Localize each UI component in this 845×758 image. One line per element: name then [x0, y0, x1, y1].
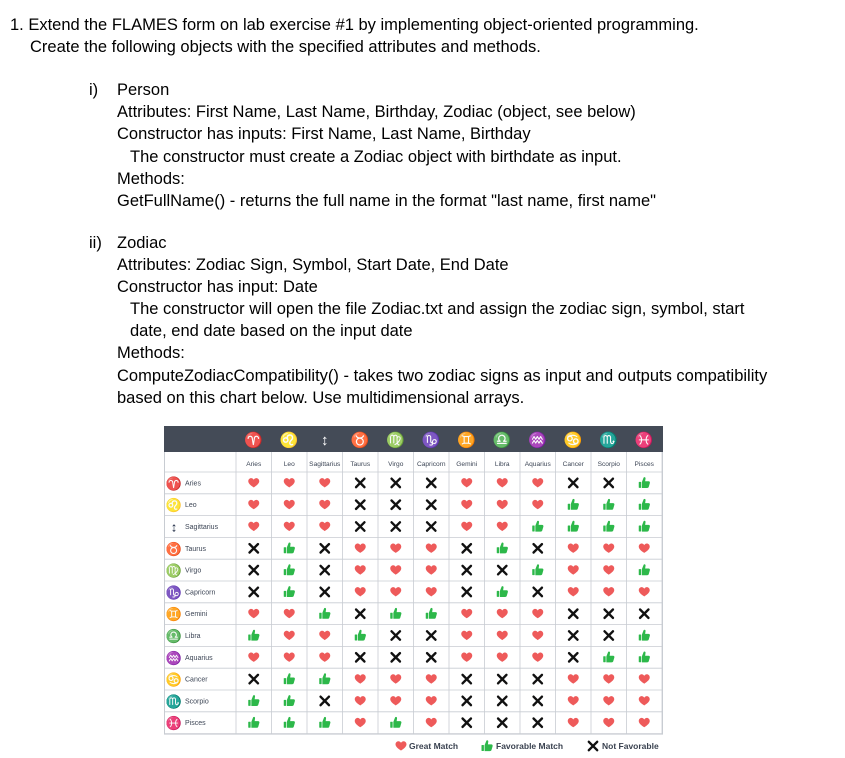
column-symbol-sagittarius: ↕	[321, 432, 329, 449]
legend-thumbs-up-icon	[482, 740, 493, 751]
row-symbol-aquarius: ♒	[165, 650, 183, 666]
row-symbol-pisces: ♓	[165, 715, 183, 731]
row-name-scorpio: Scorpio	[185, 698, 209, 706]
zodiac-constructor-note-2: date, end date based on the input date	[130, 322, 413, 340]
column-symbol-aquarius: ♒	[528, 432, 548, 449]
column-symbol-libra: ♎	[492, 432, 512, 449]
person-method-getfullname: GetFullName() - returns the full name in the format "last name, first name"	[117, 192, 656, 210]
row-name-pisces: Pisces	[185, 720, 206, 728]
row-name-aquarius: Aquarius	[185, 654, 213, 662]
person-heading: Person	[117, 81, 170, 99]
column-name-cancer: Cancer	[562, 461, 584, 468]
column-name-sagittarius: Sagittarius	[309, 461, 341, 468]
person-attributes: Attributes: First Name, Last Name, Birthday, Zodiac (object, see below)	[117, 103, 636, 121]
legend-cross-icon	[589, 742, 597, 750]
row-symbol-leo: ♌	[165, 497, 183, 513]
column-name-virgo: Virgo	[388, 461, 404, 468]
zodiac-attributes: Attributes: Zodiac Sign, Symbol, Start Date, End Date	[117, 256, 509, 274]
column-name-leo: Leo	[283, 461, 295, 468]
chart-header-bar	[164, 426, 663, 452]
zodiac-heading: Zodiac	[117, 234, 167, 252]
row-name-libra: Libra	[185, 633, 201, 640]
column-name-scorpio: Scorpio	[597, 461, 620, 468]
row-name-sagittarius: Sagittarius	[185, 524, 219, 531]
person-constructor: Constructor has inputs: First Name, Last Name, Birthday	[117, 125, 531, 143]
row-symbol-libra: ♎	[165, 628, 183, 644]
legend-label-T: Favorable Match	[496, 741, 564, 751]
row-symbol-gemini: ♊	[165, 606, 183, 622]
row-name-gemini: Gemini	[185, 611, 208, 619]
zodiac-constructor: Constructor has input: Date	[117, 278, 318, 296]
intro-line-1: 1. Extend the FLAMES form on lab exercise #1 by implementing object-oriented programming.	[10, 16, 699, 34]
row-name-capricorn: Capricorn	[185, 589, 216, 597]
column-name-capricorn: Capricorn	[416, 461, 446, 468]
row-symbol-sagittarius: ↕	[170, 519, 178, 535]
row-name-aries: Aries	[185, 480, 201, 488]
intro-line-2: Create the following objects with the specified attributes and methods.	[30, 38, 541, 56]
person-heading-number: i)	[89, 81, 99, 99]
column-symbol-aries: ♈	[244, 432, 264, 449]
legend-heart-icon	[396, 741, 407, 750]
row-symbol-aries: ♈	[165, 475, 183, 491]
row-symbol-taurus: ♉	[165, 541, 183, 557]
row-name-leo: Leo	[185, 502, 197, 510]
row-name-taurus: Taurus	[185, 545, 207, 553]
row-name-cancer: Cancer	[185, 676, 208, 684]
zodiac-constructor-note-1: The constructor will open the file Zodiac.txt and assign the zodiac sign, symbol, start	[130, 300, 745, 318]
column-name-aries: Aries	[246, 461, 262, 468]
legend-label-H: Great Match	[409, 741, 459, 751]
row-name-virgo: Virgo	[185, 567, 202, 575]
column-name-aquarius: Aquarius	[524, 461, 551, 468]
column-name-pisces: Pisces	[634, 461, 654, 468]
person-methods-label: Methods:	[117, 170, 185, 188]
zodiac-method-compute-line-1: ComputeZodiacCompatibility() - takes two zodiac signs as input and outputs compatibility	[117, 367, 768, 385]
zodiac-compatibility-chart	[164, 426, 669, 756]
row-symbol-capricorn: ♑	[165, 584, 183, 600]
column-symbol-capricorn: ♑	[421, 432, 441, 449]
row-symbol-virgo: ♍	[165, 563, 183, 579]
column-symbol-pisces: ♓	[634, 432, 654, 449]
column-name-gemini: Gemini	[456, 461, 478, 468]
zodiac-methods-label: Methods:	[117, 344, 185, 362]
column-symbol-leo: ♌	[279, 432, 299, 449]
column-symbol-taurus: ♉	[350, 432, 370, 449]
column-symbol-cancer: ♋	[563, 432, 583, 449]
zodiac-heading-number: ii)	[89, 234, 102, 252]
column-symbol-gemini: ♊	[457, 432, 477, 449]
column-name-libra: Libra	[494, 461, 510, 468]
person-constructor-note: The constructor must create a Zodiac object with birthdate as input.	[130, 148, 622, 166]
legend-label-X: Not Favorable	[602, 741, 659, 751]
zodiac-method-compute-line-2: based on this chart below. Use multidimensional arrays.	[117, 389, 525, 407]
column-symbol-scorpio: ♏	[599, 432, 619, 449]
column-name-taurus: Taurus	[350, 461, 371, 468]
row-symbol-scorpio: ♏	[165, 693, 183, 709]
column-symbol-virgo: ♍	[386, 432, 406, 449]
row-symbol-cancer: ♋	[165, 672, 183, 688]
